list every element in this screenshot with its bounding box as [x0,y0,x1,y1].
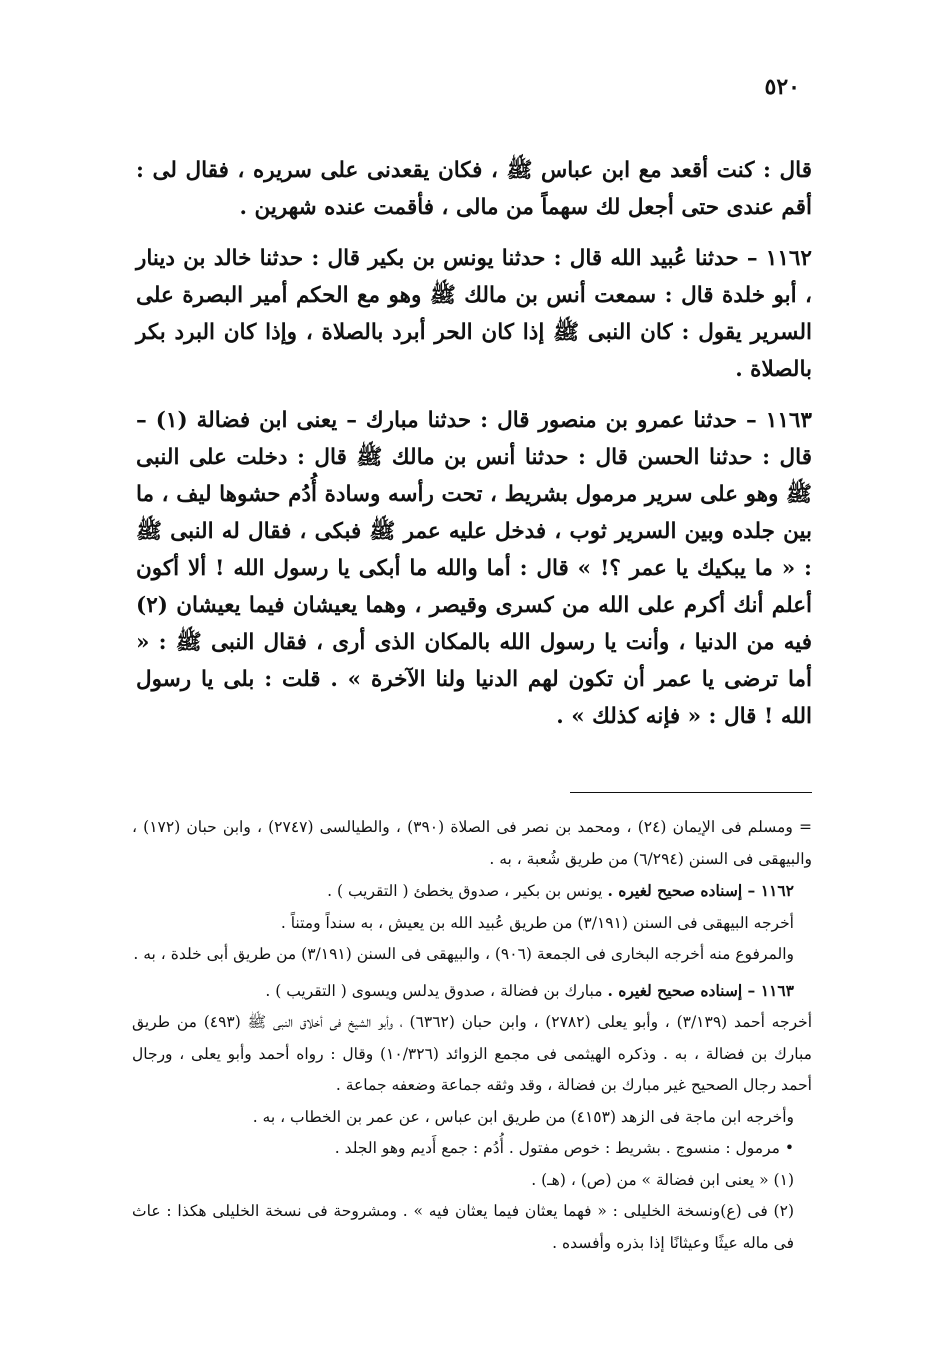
footnote-continued: = ومسلم فى الإيمان (٢٤) ، ومحمد بن نصر فى الصلاة (٣٩٠) ، والطيالسى (٢٧٤٧) ، وابن حبان (١٧٢) ، والبيهقى فى السنن (٦/٢٩٤) من طريق شُعبة ، به . [132,818,812,868]
footnote-1: (١) « يعنى ابن فضالة » من (ص) ، (هـ) . [531,1170,794,1189]
footnote-divider [570,792,812,793]
footnote-line: أخرجه أحمد (٣/١٣٩) ، وأبو يعلى (٢٧٨٢) ، وابن حبان (٦٣٦٢) ، وأبو الشيخ فى أخلاق النبى ﷺ (٤٩٣) من طريق مبارك بن فضالة ، به . وذكره الهيثمى فى مجمع الزوائد (١٠/٣٢٦) وقال : رواه أحمد وأبو يعلى ، ورجال أحمد رجال الصحيح غير مبارك بن فضالة ، وقد وثقه جماعة وضعفه جماعة . [132,1013,813,1094]
footnote-line: وأخرجه ابن ماجة فى الزهد (٤١٥٣) من طريق ابن عباس ، عن عمر بن الخطاب ، به . [252,1107,794,1126]
footnote-1162 [132,875,812,908]
footnote-text: مبارك بن فضالة ، صدوق يدلس ويسوى ( التقريب ) . [265,981,603,1000]
page-number: ٥٢٠ [764,74,800,100]
footnote-heading: ١١٦٢ – إسناده صحيح لغيره . [607,881,794,900]
footnote-glossary: • مرمول : منسوج . بشريط : خوص مفتول . أُدُم : جمع أَديم وهو الجلد . [334,1139,794,1157]
footnote-line: أخرجه البيهقى فى السنن (٣/١٩١) من طريق عُبيد الله بن يعيش ، به سنداً ومتناً . [280,913,794,932]
hadith-1162 [136,240,812,388]
hadith-number: ١١٦٣ – [746,408,812,433]
hadith-text: حدثنا عمرو بن منصور قال : حدثنا مبارك – يعنى ابن فضالة (١) – قال : حدثنا الحسن قال : حدثنا أنس بن مالك ﷺ قال : دخلت على النبى ﷺ وهو على سرير مرمول بشريط ، تحت رأسه وسادة أُدُم حشوها ليف ، ما بين جلده وبين السرير ثوب ، فدخل عليه عمر ﷺ فبكى ، فقال له النبى ﷺ : « ما يبكيك يا عمر ؟! » قال : أما والله ما أبكى يا رسول الله ! ألا أكون أعلم أنك أكرم على الله من كسرى وقيصر ، وهما يعيشان فيما يعيشان (٢) فيه من الدنيا ، وأنت يا رسول الله بالمكان الذى أرى ، فقال النبى ﷺ : « أما ترضى يا عمر أن تكون لهم الدنيا ولنا الآخرة » . قلت : بلى يا رسول الله ! قال : « فإنه كذلك » . [136,408,812,729]
paragraph-1: قال : كنت أقعد مع ابن عباس ﷺ ، فكان يقعدنى على سريره ، فقال لى : أقم عندى حتى أجعل لك سهماً من مالى ، فأقمت عنده شهرين . [136,158,812,220]
footnote-1163 [132,975,812,1008]
footnote-line: والمرفوع منه أخرجه البخارى فى الجمعة (٩٠٦) ، والبيهقى فى السنن (٣/١٩١) من طريق أبى خلدة ، به . [133,945,794,963]
footnotes [132,812,812,1259]
footnote-text: يونس بن بكير ، صدوق يخطئ ( التقريب ) . [327,882,603,900]
hadith-1163 [136,402,812,735]
hadith-number: ١١٦٢ – [746,246,812,271]
footnote-heading: ١١٦٣ – إسناده صحيح لغيره . [607,980,794,1000]
footnote-2: (٢) فى (ع)ونسخة الخليلى : « فهما يعثان فيما يعثان فيه » . ومشروحة فى نسخة الخليلى هكذا : عاث فى ماله عيثًا وعيثانًا إذا بذره وأفسده . [132,1202,794,1252]
hadith-text: حدثنا عُبيد الله قال : حدثنا يونس بن بكير قال : حدثنا خالد بن دينار ، أبو خلدة قال : سمعت أنس بن مالك ﷺ وهو مع الحكم أمير البصرة على السرير يقول : كان النبى ﷺ إذا كان الحر أبرد بالصلاة ، وإذا كان البرد بكر بالصلاة . [136,246,812,382]
main-text [136,152,812,749]
